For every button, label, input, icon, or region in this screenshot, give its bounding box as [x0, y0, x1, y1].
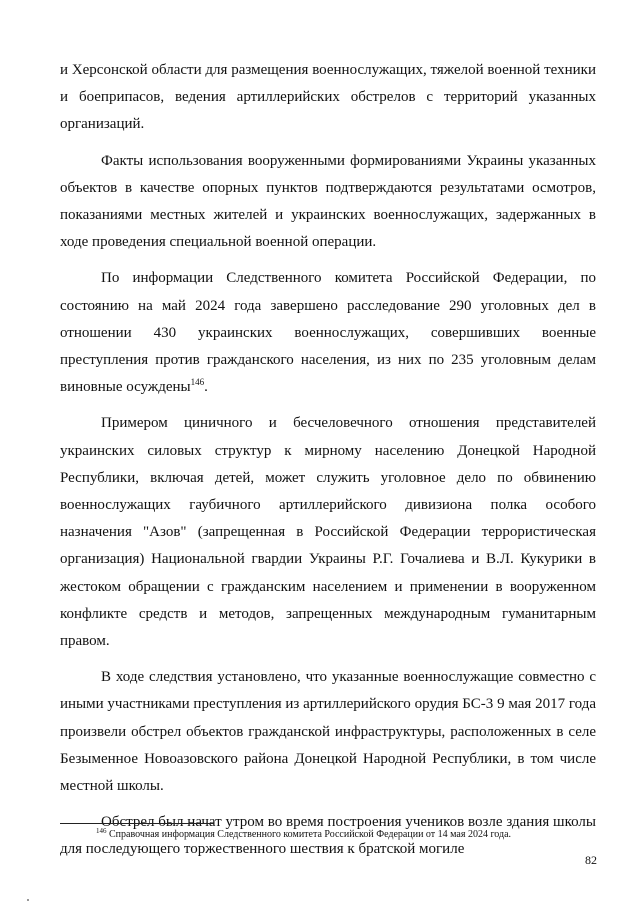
paragraph-6: Обстрел был начат утром во время построения учеников возле здания школы для последующего торжественного шествия к братской могиле [60, 814, 596, 858]
paragraph-3 [60, 265, 596, 401]
paragraph-3-end: . [204, 379, 208, 396]
scan-speck [27, 899, 29, 901]
footnote-number: 146 [96, 827, 107, 835]
page-number: 82 [585, 853, 597, 867]
paragraph-4: Примером циничного и бесчеловечного отношения представителей украинских силовых структур к мирному населению Донецкой Народной Республики, включая детей, может служить уголовное дело по обвинению военнослужащих гаубичного артиллерийского дивизиона полка особого назначения "Азов" (запрещенная в Российской Федерации террористическая организация) Национальной гвардии Украины Р.Г. Гочалиева и В.Л. Кукурики в жестоком обращении с гражданским населением и применении в вооруженном конфликте средств и методов, запрещенных международным гуманитарным правом. [60, 415, 596, 650]
paragraph-2: Факты использования вооруженными формированиями Украины указанных объектов в качестве опорных пунктов подтверждаются результатами осмотров, показаниями местных жителей и украинских военнослужащих, задержанных в ходе проведения специальной военной операции. [60, 152, 596, 251]
paragraph-3-text: По информации Следственного комитета Российской Федерации, по состоянию на май 2024 года завершено расследование 290 уголовных дел в отношении 430 украинских военнослужащих, совершивших военные преступления против гражданского населения, из них по 235 уголовным делам виновные осуждены [60, 270, 596, 396]
footnote-text: Справочная информация Следственного комитета Российской Федерации от 14 мая 2024 года. [109, 829, 512, 840]
footnote-reference[interactable]: 146 [190, 377, 205, 388]
footnote-separator [60, 823, 214, 824]
paragraph-5: В ходе следствия установлено, что указанные военнослужащие совместно с иными участниками преступления из артиллерийского орудия БС-3 9 мая 2017 года произвели обстрел объектов гражданской инфраструктуры, расположенных в селе Безыменное Новоазовского района Донецкой Народной Республики, в том числе местной школы. [60, 669, 596, 795]
document-body [60, 57, 596, 873]
paragraph-1: и Херсонской области для размещения военнослужащих, тяжелой военной техники и боеприпасов, ведения артиллерийских обстрелов с территорий указанных организаций. [60, 62, 596, 133]
footnote [60, 828, 600, 841]
